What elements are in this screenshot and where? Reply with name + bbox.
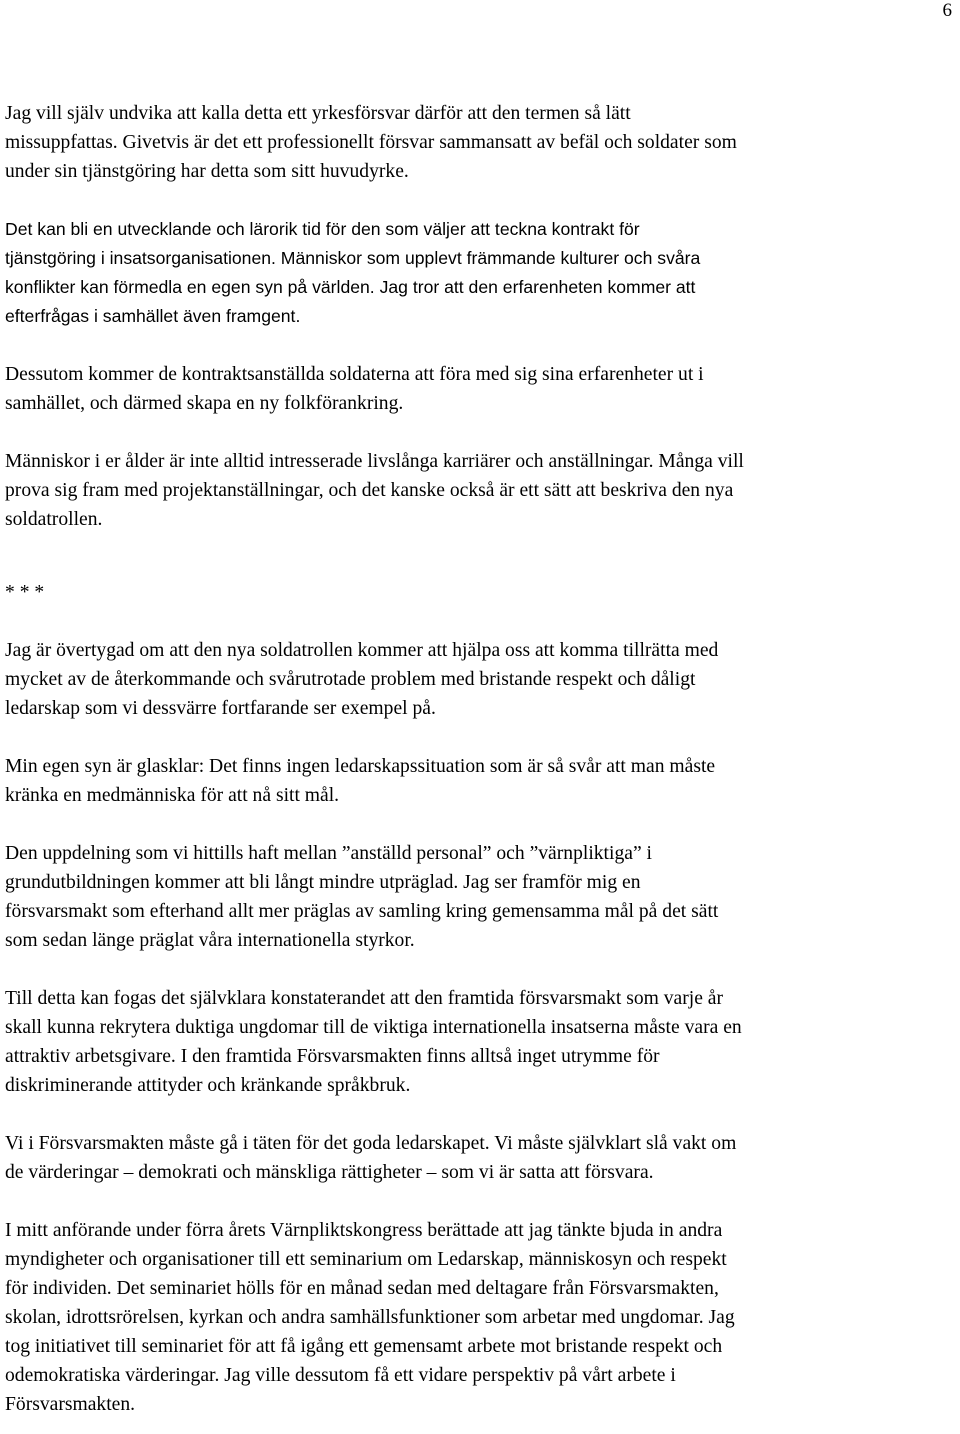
text-line: Till detta kan fogas det självklara konstaterandet att den framtida försvarsmakt som varje år — [5, 988, 724, 1009]
text-line: som sedan länge präglat våra internationella styrkor. — [5, 930, 415, 951]
paragraph-7 — [5, 839, 958, 955]
text-line: under sin tjänstgöring har detta som sitt huvudyrke. — [5, 161, 409, 182]
text-line: soldatrollen. — [5, 509, 103, 530]
text-line: efterfrågas i samhället även framgent. — [5, 306, 301, 326]
text-line: konflikter kan förmedla en egen syn på världen. Jag tror att den erfarenheten kommer att — [5, 277, 696, 297]
text-line: Jag vill själv undvika att kalla detta ett yrkesförsvar därför att den termen så lätt — [5, 103, 631, 124]
text-line: försvarsmakt som efterhand allt mer präglas av samling kring gemensamma mål på det sätt — [5, 901, 719, 922]
paragraph-6 — [5, 752, 958, 810]
text-line: för individen. Det seminariet hölls för en månad sedan med deltagare från Försvarsmakten, — [5, 1278, 719, 1299]
text-line: Den uppdelning som vi hittills haft mellan ”anställd personal” och ”värnpliktiga” i — [5, 843, 652, 864]
document-body — [5, 99, 958, 1419]
text-line: diskriminerande attityder och kränkande språkbruk. — [5, 1075, 411, 1096]
text-line: odemokratiska värderingar. Jag ville dessutom få ett vidare perspektiv på vårt arbete i — [5, 1365, 676, 1386]
text-line: tog initiativet till seminariet för att få igång ett gemensamt arbete mot bristande respekt och — [5, 1336, 723, 1357]
text-line: prova sig fram med projektanställningar, och det kanske också är ett sätt att beskriva den nya — [5, 480, 734, 501]
text-line: Det kan bli en utvecklande och lärorik tid för den som väljer att teckna kontrakt för — [5, 219, 640, 239]
paragraph-10 — [5, 1216, 958, 1419]
text-line: missuppfattas. Givetvis är det ett professionellt försvar sammansatt av befäl och soldater som — [5, 132, 737, 153]
text-line: Min egen syn är glasklar: Det finns ingen ledarskapssituation som är så svår att man måste — [5, 756, 716, 777]
paragraph-4 — [5, 447, 958, 534]
text-line: kränka en medmänniska för att nå sitt mål. — [5, 785, 340, 806]
text-line: I mitt anförande under förra årets Värnpliktskongress berättade att jag tänkte bjuda in andra — [5, 1220, 723, 1241]
text-line: ledarskap som vi dessvärre fortfarande ser exempel på. — [5, 698, 436, 719]
paragraph-9 — [5, 1129, 958, 1187]
text-line: Jag är övertygad om att den nya soldatrollen kommer att hjälpa oss att komma tillrätta med — [5, 640, 719, 661]
text-line: skall kunna rekrytera duktiga ungdomar till de viktiga internationella insatserna måste vara en — [5, 1017, 742, 1038]
paragraph-2 — [5, 215, 958, 331]
text-line: skolan, idrottsrörelsen, kyrkan och andra samhällsfunktioner som arbetar med ungdomar. Jag — [5, 1307, 735, 1328]
separator-text: * * * — [5, 582, 45, 603]
paragraph-1 — [5, 99, 958, 186]
paragraph-3 — [5, 360, 958, 418]
text-line: grundutbildningen kommer att bli långt mindre utpräglad. Jag ser framför mig en — [5, 872, 641, 893]
text-line: Dessutom kommer de kontraktsanställda soldaterna att föra med sig sina erfarenheter ut i — [5, 364, 704, 385]
text-line: attraktiv arbetsgivare. I den framtida Försvarsmakten finns alltså inget utrymme för — [5, 1046, 660, 1067]
text-line: Vi i Försvarsmakten måste gå i täten för det goda ledarskapet. Vi måste självklart slå vakt om — [5, 1133, 737, 1154]
text-line: Försvarsmakten. — [5, 1394, 136, 1415]
text-line: mycket av de återkommande och svårutrotade problem med bristande respekt och dåligt — [5, 669, 696, 690]
text-line: de värderingar – demokrati och mänskliga rättigheter – som vi är satta att försvara. — [5, 1162, 654, 1183]
paragraph-8 — [5, 984, 958, 1100]
text-line: Människor i er ålder är inte alltid intresserade livslånga karriärer och anställningar. Många vill — [5, 451, 744, 472]
text-line: myndigheter och organisationer till ett seminarium om Ledarskap, människosyn och respekt — [5, 1249, 727, 1270]
text-line: samhället, och därmed skapa en ny folkförankring. — [5, 393, 404, 414]
text-line: tjänstgöring i insatsorganisationen. Människor som upplevt främmande kulturer och svåra — [5, 248, 701, 268]
page-number: 6 — [942, 0, 952, 21]
section-separator — [5, 578, 958, 607]
paragraph-5 — [5, 636, 958, 723]
